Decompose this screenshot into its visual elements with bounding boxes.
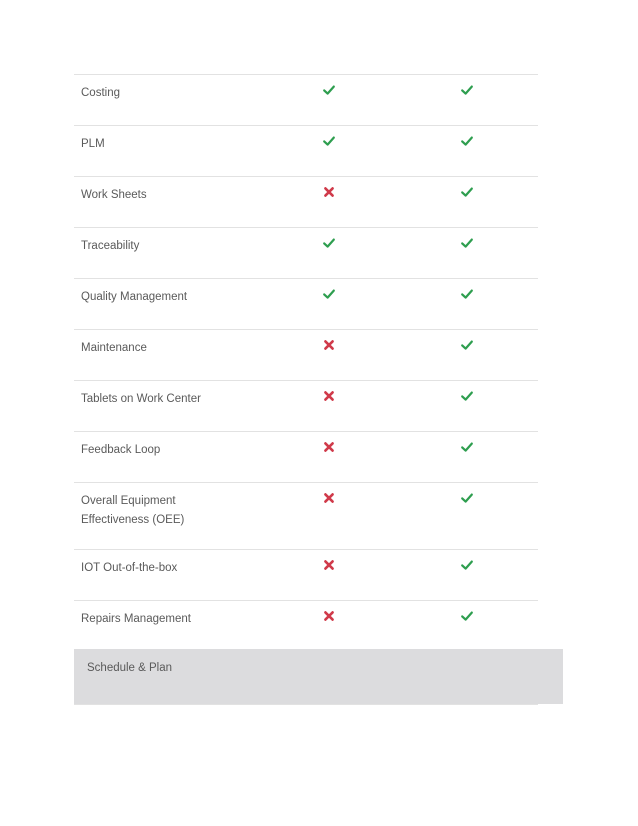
check-icon — [460, 185, 474, 199]
feature-label: IOT Out-of-the-box — [81, 562, 178, 574]
feature-label: Costing — [81, 87, 120, 99]
check-icon — [460, 338, 474, 352]
cross-icon — [322, 491, 336, 505]
feature-label: Feedback Loop — [81, 444, 161, 456]
table-row — [74, 550, 538, 601]
table-row — [74, 279, 538, 330]
check-icon — [460, 236, 474, 250]
cross-icon — [322, 389, 336, 403]
table-row — [74, 381, 538, 432]
table-row — [74, 483, 538, 550]
check-icon — [460, 491, 474, 505]
check-icon — [322, 236, 336, 250]
section-label: Schedule & Plan — [87, 662, 173, 674]
cross-icon — [322, 558, 336, 572]
table-row — [74, 126, 538, 177]
check-icon — [460, 83, 474, 97]
check-icon — [460, 558, 474, 572]
check-icon — [460, 440, 474, 454]
cross-icon — [322, 440, 336, 454]
feature-label: Traceability — [81, 240, 140, 252]
check-icon — [322, 287, 336, 301]
table-row — [74, 330, 538, 381]
feature-label: PLM — [81, 138, 105, 150]
check-icon — [460, 389, 474, 403]
feature-label: Maintenance — [81, 342, 147, 354]
check-icon — [322, 134, 336, 148]
feature-label: Quality Management — [81, 291, 188, 303]
check-icon — [460, 287, 474, 301]
cross-icon — [322, 185, 336, 199]
cross-icon — [322, 338, 336, 352]
cross-icon — [322, 609, 336, 623]
feature-label: Tablets on Work Center — [81, 393, 201, 405]
table-row — [74, 228, 538, 279]
table-row — [74, 601, 538, 652]
table-row — [74, 177, 538, 228]
feature-comparison-table — [74, 74, 538, 652]
check-icon — [322, 83, 336, 97]
divider — [74, 704, 538, 705]
check-icon — [460, 134, 474, 148]
feature-label: Overall Equipment Effectiveness (OEE) — [81, 495, 185, 526]
table-row — [74, 432, 538, 483]
table-row — [74, 75, 538, 126]
section-header-schedule-plan — [74, 649, 563, 704]
check-icon — [460, 609, 474, 623]
feature-label: Repairs Management — [81, 613, 191, 625]
feature-label: Work Sheets — [81, 189, 147, 201]
